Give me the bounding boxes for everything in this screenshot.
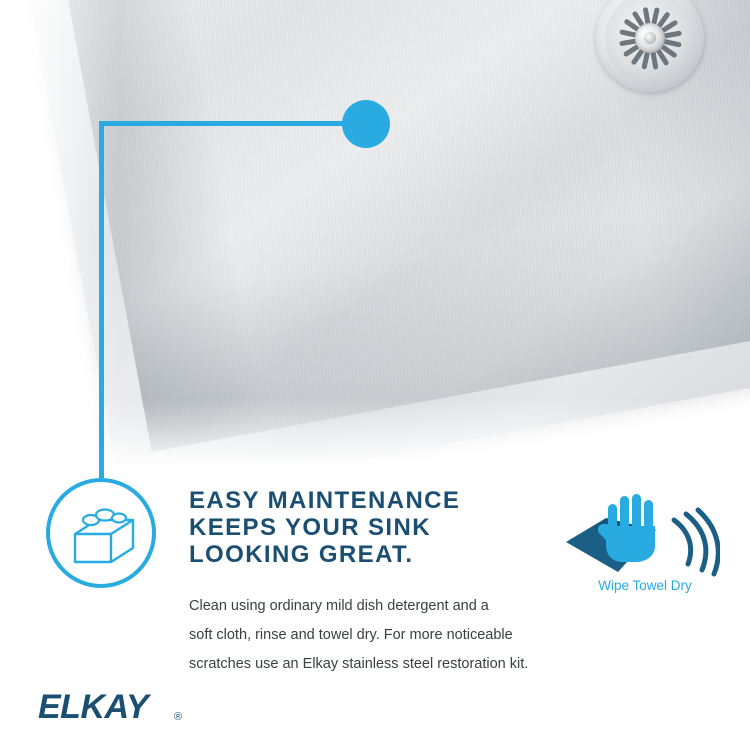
callout-dot <box>342 100 390 148</box>
callout-line-horizontal <box>99 121 344 126</box>
content-area <box>0 470 750 750</box>
elkay-logo <box>38 688 213 728</box>
sponge-icon-graphic <box>71 508 137 566</box>
headline-line-3: LOOKING GREAT. <box>189 541 414 568</box>
elkay-wordmark: ELKAY <box>38 688 149 726</box>
wipe-caption: Wipe Towel Dry <box>598 578 692 593</box>
feature-body-text <box>189 592 569 679</box>
callout-line-vertical <box>99 121 104 478</box>
feature-headline <box>189 487 589 568</box>
sponge-icon <box>46 478 156 588</box>
elkay-logo-graphic <box>38 688 213 728</box>
body-line-1: Clean using ordinary mild dish detergent and a <box>189 598 489 614</box>
body-line-3: scratches use an Elkay stainless steel restoration kit. <box>189 656 529 672</box>
body-line-2: soft cloth, rinse and towel dry. For more noticeable <box>189 627 513 643</box>
headline-line-2: KEEPS YOUR SINK <box>189 514 431 541</box>
registered-mark: ® <box>174 711 183 723</box>
headline-line-1: EASY MAINTENANCE <box>189 487 461 514</box>
